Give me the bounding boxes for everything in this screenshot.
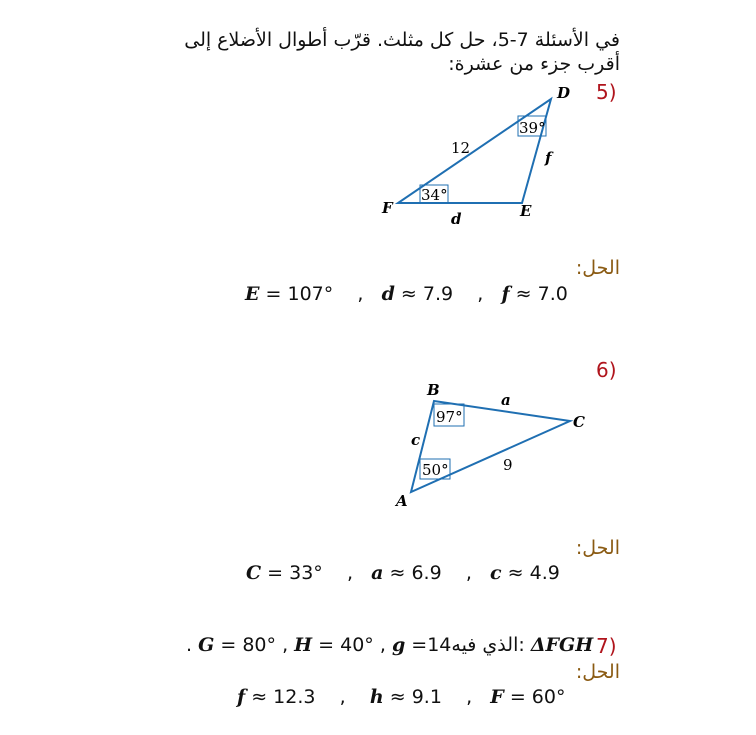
- prompt-7-end: .: [186, 634, 193, 656]
- instructions-line-2: أقرب جزء من عشرة:: [448, 53, 620, 75]
- answer-5-value-2: ≈ 7.9: [394, 283, 454, 305]
- answer-6-value-3: ≈ 4.9: [501, 562, 560, 584]
- problem-7-prompt: [186, 634, 593, 656]
- prompt-7-g-var: g: [391, 634, 406, 656]
- prompt-7-h-eq: = 40°: [312, 634, 374, 656]
- answer-7-var-1: f: [237, 686, 246, 708]
- prompt-7-g2-eq: = 80°: [214, 634, 277, 656]
- answer-5-sep-1: ,: [357, 283, 364, 305]
- answer-7-sep-2: ,: [466, 686, 473, 708]
- prompt-7-sep-1: ,: [282, 634, 289, 656]
- vertex-f-label: F: [382, 199, 393, 217]
- vertex-c-label: C: [573, 413, 585, 431]
- vertex-d-label: D: [557, 84, 571, 102]
- side-fe-label: d: [451, 210, 462, 228]
- answer-6-sep-1: ,: [346, 562, 354, 584]
- answer-5-sep-2: ,: [477, 283, 484, 305]
- prompt-7-h-var: H: [294, 634, 313, 656]
- answer-6-var-2: a: [371, 562, 384, 584]
- angle-f-label: 34°: [421, 186, 448, 204]
- angle-b-label: 97°: [436, 408, 463, 426]
- problem-6-number: 6): [596, 358, 617, 382]
- vertex-a-label: A: [396, 492, 408, 510]
- prompt-7-g2-var: G: [198, 634, 215, 656]
- angle-d-label: 39°: [519, 119, 546, 137]
- answer-5-var-2: d: [381, 283, 395, 305]
- answer-6-value-2: ≈ 6.9: [383, 562, 442, 584]
- instructions-line-1: في الأسئلة 7-5، حل كل مثلث. قرّب أطوال الأضلاع إلى: [184, 29, 620, 51]
- vertex-b-label: B: [427, 381, 440, 399]
- answer-6-value-1: = 33°: [261, 562, 323, 584]
- prompt-7-sep-2: ,: [379, 634, 386, 656]
- side-bc-label: a: [501, 391, 511, 409]
- problem-5-solution-label: الحل:: [575, 257, 620, 279]
- problem-7-number: 7): [596, 634, 617, 658]
- triangle-def: [381, 84, 570, 228]
- answer-6-sep-2: ,: [465, 562, 472, 584]
- answer-6-var-3: c: [490, 562, 502, 584]
- side-ac-label: 9: [503, 456, 513, 474]
- angle-a-label: 50°: [422, 461, 449, 479]
- prompt-7-triangle: ΔFGH: [530, 634, 594, 656]
- answer-7-value-1: ≈ 12.3: [245, 686, 316, 708]
- answer-7-var-3: F: [490, 686, 504, 708]
- side-ab-label: c: [411, 431, 421, 449]
- answer-5-value-1: = 107°: [259, 283, 334, 305]
- answer-7-var-2: h: [369, 686, 384, 708]
- answer-7-value-2: ≈ 9.1: [383, 686, 442, 708]
- answer-6-var-1: C: [246, 562, 262, 584]
- answer-5-var-3: f: [501, 283, 510, 305]
- prompt-7-given: 14: [427, 634, 452, 656]
- prompt-7-g-eq: =: [405, 634, 428, 656]
- answer-7-sep-1: ,: [339, 686, 346, 708]
- problem-6-solution-label: الحل:: [575, 537, 620, 559]
- problem-7-answer: [237, 686, 565, 708]
- answer-7-value-3: = 60°: [503, 686, 566, 708]
- triangle-abc: [394, 381, 585, 510]
- problem-5-answer: [245, 283, 568, 305]
- problem-7-solution-label: الحل:: [575, 661, 620, 683]
- vertex-e-label: E: [520, 202, 532, 220]
- problem-5-number: 5): [596, 80, 617, 104]
- answer-5-value-3: ≈ 7.0: [509, 283, 568, 305]
- answer-5-var-1: E: [245, 283, 260, 305]
- side-de-label: f: [545, 149, 552, 167]
- side-fd-label: 12: [451, 139, 471, 157]
- prompt-7-text: الذي فيه:: [451, 634, 525, 656]
- problem-6-answer: [246, 562, 560, 584]
